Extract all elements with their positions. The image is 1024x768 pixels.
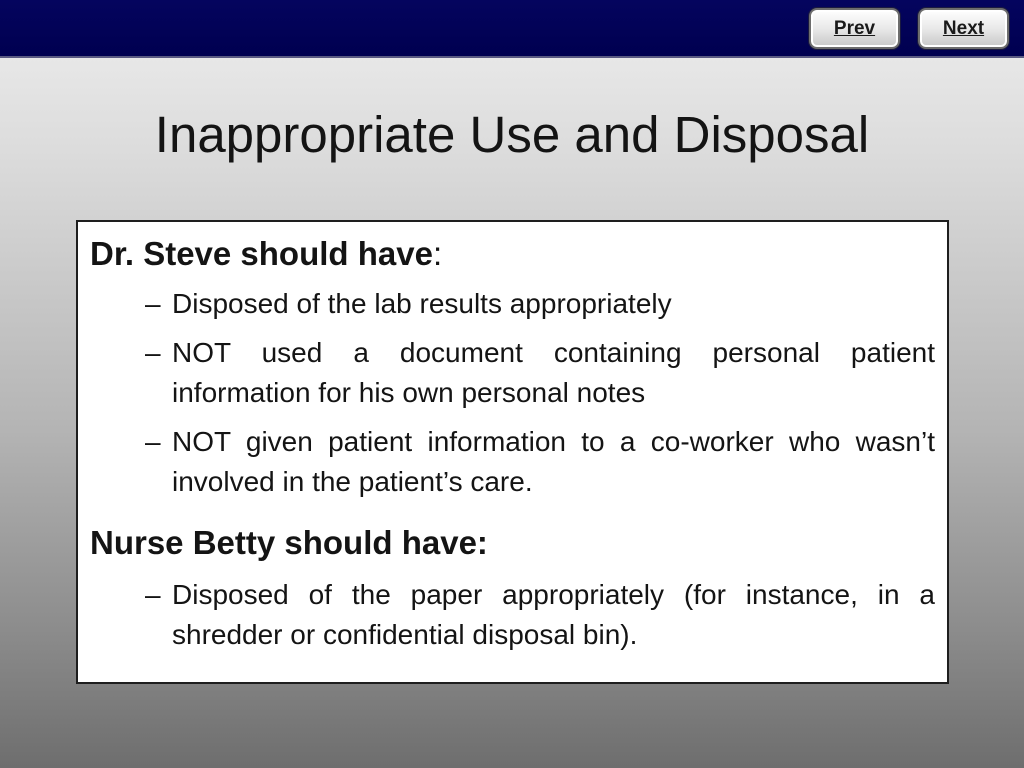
list-item: [90, 284, 935, 324]
dash-marker: –: [145, 337, 161, 368]
list-item-text: NOT given patient information to a co-worker who wasn’t involved in the patient’s care.: [172, 426, 935, 497]
section-heading: [90, 232, 935, 276]
section-heading-colon: :: [432, 235, 443, 272]
section-heading-text: Nurse Betty should have:: [90, 524, 488, 561]
prev-button[interactable]: Prev: [809, 8, 900, 49]
list-item: [90, 422, 935, 502]
slide-title: Inappropriate Use and Disposal: [154, 106, 870, 163]
list-item-text: NOT used a document containing personal patient information for his own personal notes: [172, 337, 935, 408]
list-item-text: Disposed of the paper appropriately (for instance, in a shredder or confidential disposal bin).: [172, 579, 935, 650]
dash-marker: –: [145, 579, 161, 610]
dash-marker: –: [145, 426, 161, 457]
bullet-list: [90, 575, 935, 655]
section-dr-steve: [90, 232, 935, 502]
top-navigation-bar: [0, 0, 1024, 58]
next-button[interactable]: Next: [918, 8, 1009, 49]
list-item: [90, 575, 935, 655]
section-heading: [90, 521, 935, 565]
list-item-text: Disposed of the lab results appropriately: [172, 288, 672, 319]
list-item: [90, 333, 935, 413]
section-nurse-betty: [90, 521, 935, 655]
content-box: [76, 220, 949, 684]
dash-marker: –: [145, 288, 161, 319]
section-heading-text: Dr. Steve should have: [90, 235, 433, 272]
bullet-list: [90, 284, 935, 502]
